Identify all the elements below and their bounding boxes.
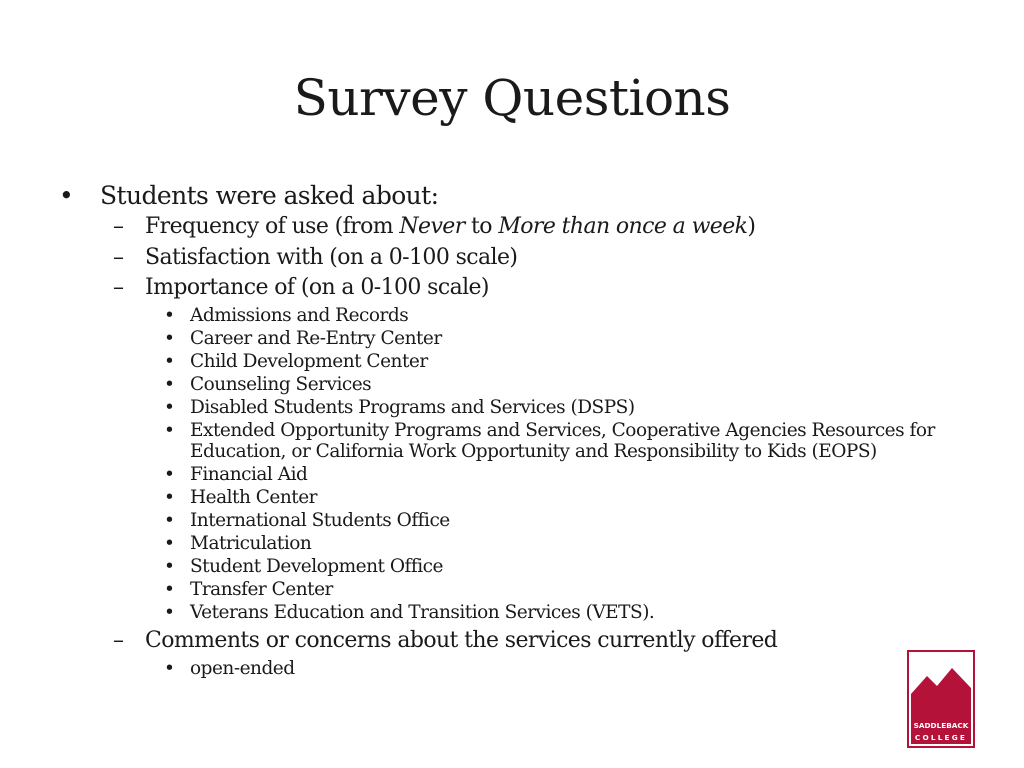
service-label: Disabled Students Programs and Services (DSPS) <box>190 397 635 418</box>
service-item <box>56 375 956 396</box>
satisfaction-text: Satisfaction with (on a 0-100 scale) <box>145 244 518 270</box>
service-label: Financial Aid <box>190 463 308 485</box>
service-label: Admissions and Records <box>190 305 409 326</box>
dash-icon: – <box>113 275 124 300</box>
frequency-middle: to <box>464 214 499 239</box>
importance-text: Importance of (on a 0-100 scale) <box>145 275 489 300</box>
service-label: International Students Office <box>190 509 450 531</box>
service-item <box>56 511 956 532</box>
bullet-text: Students were asked about: <box>100 181 439 210</box>
bullet-icon: • <box>164 420 175 441</box>
slide-title: Survey Questions <box>293 69 731 127</box>
service-item <box>56 421 956 462</box>
service-label: Veterans Education and Transition Services (VETS). <box>190 601 655 623</box>
service-item <box>56 534 956 555</box>
dash-icon: – <box>113 244 124 270</box>
service-item <box>56 306 956 327</box>
frequency-more: More than once a week <box>498 214 748 239</box>
sub-bullet-satisfaction <box>56 243 956 274</box>
service-label: Career and Re-Entry Center <box>190 328 442 349</box>
bullet-icon: • <box>164 397 175 418</box>
service-item <box>56 329 956 350</box>
bullet-students-asked <box>56 180 956 212</box>
saddleback-college-logo <box>907 650 975 748</box>
service-item <box>56 398 956 419</box>
bullet-icon: • <box>164 555 175 577</box>
service-label: Health Center <box>190 486 318 508</box>
sub-bullet-frequency <box>56 212 956 243</box>
sub-bullet-comments <box>56 626 956 657</box>
bullet-icon: • <box>164 532 175 554</box>
sub-sub-bullet-open-ended <box>56 659 956 680</box>
bullet-icon: • <box>164 328 175 349</box>
frequency-never: Never <box>399 214 465 239</box>
service-item <box>56 465 956 486</box>
bullet-icon: • <box>164 509 175 531</box>
sub-bullet-importance <box>56 273 956 304</box>
bullet-icon: • <box>164 374 175 395</box>
logo-line1: SADDLEBACK <box>913 721 969 730</box>
dash-icon: – <box>113 214 124 239</box>
bullet-icon: • <box>164 601 175 623</box>
service-item <box>56 580 956 601</box>
bullet-icon: • <box>164 578 175 600</box>
services-list <box>56 306 956 623</box>
service-label: Matriculation <box>190 532 312 554</box>
service-label: Extended Opportunity Programs and Services, Cooperative Agencies Resources for Education, or California Work Opportunity and Responsibility to Kids (EOPS) <box>190 420 935 462</box>
bullet-icon: • <box>164 351 175 372</box>
frequency-suffix: ) <box>747 214 756 239</box>
bullet-icon: • <box>164 305 175 326</box>
frequency-prefix: Frequency of use (from <box>145 214 400 239</box>
service-item <box>56 603 956 624</box>
service-label: Child Development Center <box>190 351 428 372</box>
service-label: Counseling Services <box>190 374 372 395</box>
service-item <box>56 488 956 509</box>
service-item <box>56 352 956 373</box>
logo-line2: COLLEGE <box>914 733 968 742</box>
bullet-icon: • <box>164 463 175 485</box>
service-label: Transfer Center <box>190 578 333 600</box>
service-item <box>56 557 956 578</box>
dash-icon: – <box>113 627 124 653</box>
bullet-icon: • <box>59 181 74 210</box>
open-ended-text: open-ended <box>190 657 295 679</box>
bullet-icon: • <box>164 657 175 679</box>
bullet-icon: • <box>164 486 175 508</box>
comments-text: Comments or concerns about the services currently offered <box>145 627 778 653</box>
service-label: Student Development Office <box>190 555 443 577</box>
slide-body <box>56 180 956 682</box>
